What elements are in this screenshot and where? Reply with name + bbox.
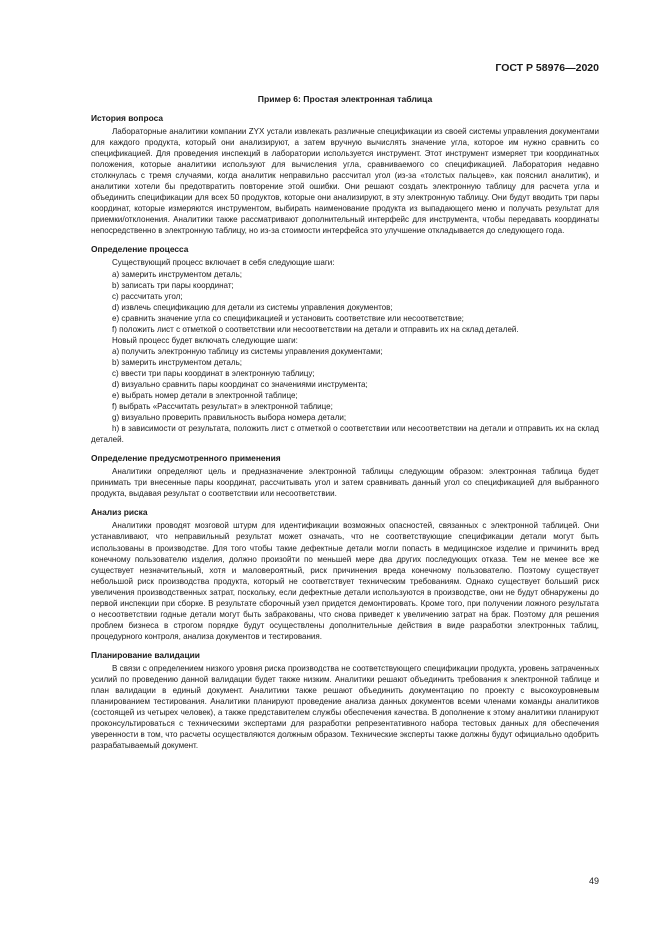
section-heading-validation: Планирование валидации [91,649,200,660]
list-item: b) замерить инструментом деталь; [112,357,242,367]
process-list [91,257,599,445]
list-item: g) визуально проверить правильность выбора номера детали; [112,413,347,423]
new-process-intro: Новый процесс будет включать следующие шаги: [112,335,298,345]
section-heading-intended-use: Определение предусмотренного применения [91,453,281,464]
list-item: c) рассчитать угол; [112,291,183,301]
list-item: f) выбрать «Рассчитать результат» в электронной таблице; [112,402,333,412]
list-item: c) ввести три пары координат в электронную таблицу; [112,368,315,378]
list-item: b) записать три пары координат; [112,280,234,290]
example-title: Пример 6: Простая электронная таблица [257,94,433,104]
document-code-header: ГОСТ Р 58976—2020 [495,62,599,74]
intended-use-paragraph: Аналитики определяют цель и предназначение электронной таблицы следующим образом: электронная таблица будет принимать три внесенные пары координат, рассчитывать угол и затем сравнивать данный угол со спецификацией для выбранного продукта, выдавая результат о соответствии или несоответствии. [91,467,599,499]
process-intro: Существующий процесс включает в себя следующие шаги: [112,258,335,268]
page-content [91,94,599,751]
list-item: e) выбрать номер детали в электронной таблице; [112,391,298,401]
list-item: d) извлечь спецификацию для детали из системы управления документов; [112,302,393,312]
list-item: d) визуально сравнить пары координат со значениями инструмента; [112,379,368,389]
list-item: e) сравнить значение угла со спецификацией и установить соответствие или несоответствие; [112,313,464,323]
history-paragraph: Лабораторные аналитики компании ZYX устали извлекать различные спецификации из своей системы управления документами для каждого продукта, который они анализируют, а затем вручную вычислять значение угла, которое им нужно сравнить со спецификацией. Для проведения инспекций в лаборатории используется инструмент. Этот инструмент измеряет три координатных положения, которые аналитики используют для вычисления угла, сравниваемого со спецификацией. Лаборатория недавно столкнулась с тремя случаями, когда аналитик неправильно рассчитал угол (из-за «толстых пальцев», как пояснил аналитик), и аналитики хотели бы предотвратить повторение этой ошибки. Они решают создать электронную таблицу для расчета угла и объединить спецификации для всех 50 продуктов, которые они анализируют, в эту электронную таблицу. Они будут вводить три пары координат, которые измеряются инструментом, выбирать наименование продукта из выпадающего меню и получать результат для приемки/отклонения. Аналитики также рассматривают дополнительный интерфейс для инструмента, чтобы передавать координаты непосредственно в электронную таблицу, но из-за стоимости интерфейса это улучшение откладывается до следующего года. [91,127,599,236]
section-heading-risk: Анализ риска [91,507,148,518]
section-heading-process: Определение процесса [91,244,189,255]
list-item: a) получить электронную таблицу из системы управления документами; [112,346,383,356]
validation-paragraph: В связи с определением низкого уровня риска производства не соответствующего спецификации продукта, уровень затраченных усилий по проведению данной валидации будет также низким. Аналитики решают объединить требования к электронной таблице и план валидации в единый документ. Аналитики также решают объединить документацию по проекту с высокоуровневым планированием тестирования. Аналитики планируют проведение анализа данных документов всеми членами команды аналитиков (состоящей из четырех человек), а также представителем службы обеспечения качества. В дополнение к этому аналитики планируют проконсультироваться с техническими экспертами для разработки репрезентативного набора тестовых данных для обеспечения уверенности в том, что расчеты осуществляются должным образом. Технические эксперты также должны будут официально одобрить разрабатываемый документ. [91,663,599,751]
list-item: a) замерить инструментом деталь; [112,269,242,279]
section-heading-history: История вопроса [91,113,164,123]
list-item: h) в зависимости от результата, положить лист с отметкой о соответствии или несоответствии на детали и отправить их на склад деталей. [91,424,599,445]
page-number: 49 [588,876,599,886]
risk-paragraph: Аналитики проводят мозговой штурм для идентификации возможных опасностей, связанных с электронной таблицей. Они устанавливают, что неправильный результат может означать, что не соответствующие спецификации детали могут быть использованы в производстве. Для того чтобы такие дефектные детали могли попасть в медицинское изделие и причинить вред конечному пользователю изделия, должно произойти по меньшей мере два других последующих отказа. Тем не менее все же существует незначительный, хотя и маловероятный, риск причинения вреда конечному пользователю. Поэтому существует небольшой риск производства продукта, который не соответствует техническим требованиям. Однако существует больший риск увеличения производственных затрат, поскольку, если дефектные детали используются в производстве, они не будут обнаружены до первой инспекции при сборке. В результате сборочный узел придется демонтировать. Кроме того, при получении ложного результата о несоответствии годные детали могут быть забракованы, что снова приведет к увеличению затрат на брак. Поэтому для решения проблем бизнеса в строгом порядке будут осуществлены дополнительные действия в виде разработки электронных таблиц, процедурного контроля, анализа документов и тестирования. [91,521,599,641]
list-item: f) положить лист с отметкой о соответствии или несоответствии на детали и отправить их на склад деталей. [112,324,519,334]
